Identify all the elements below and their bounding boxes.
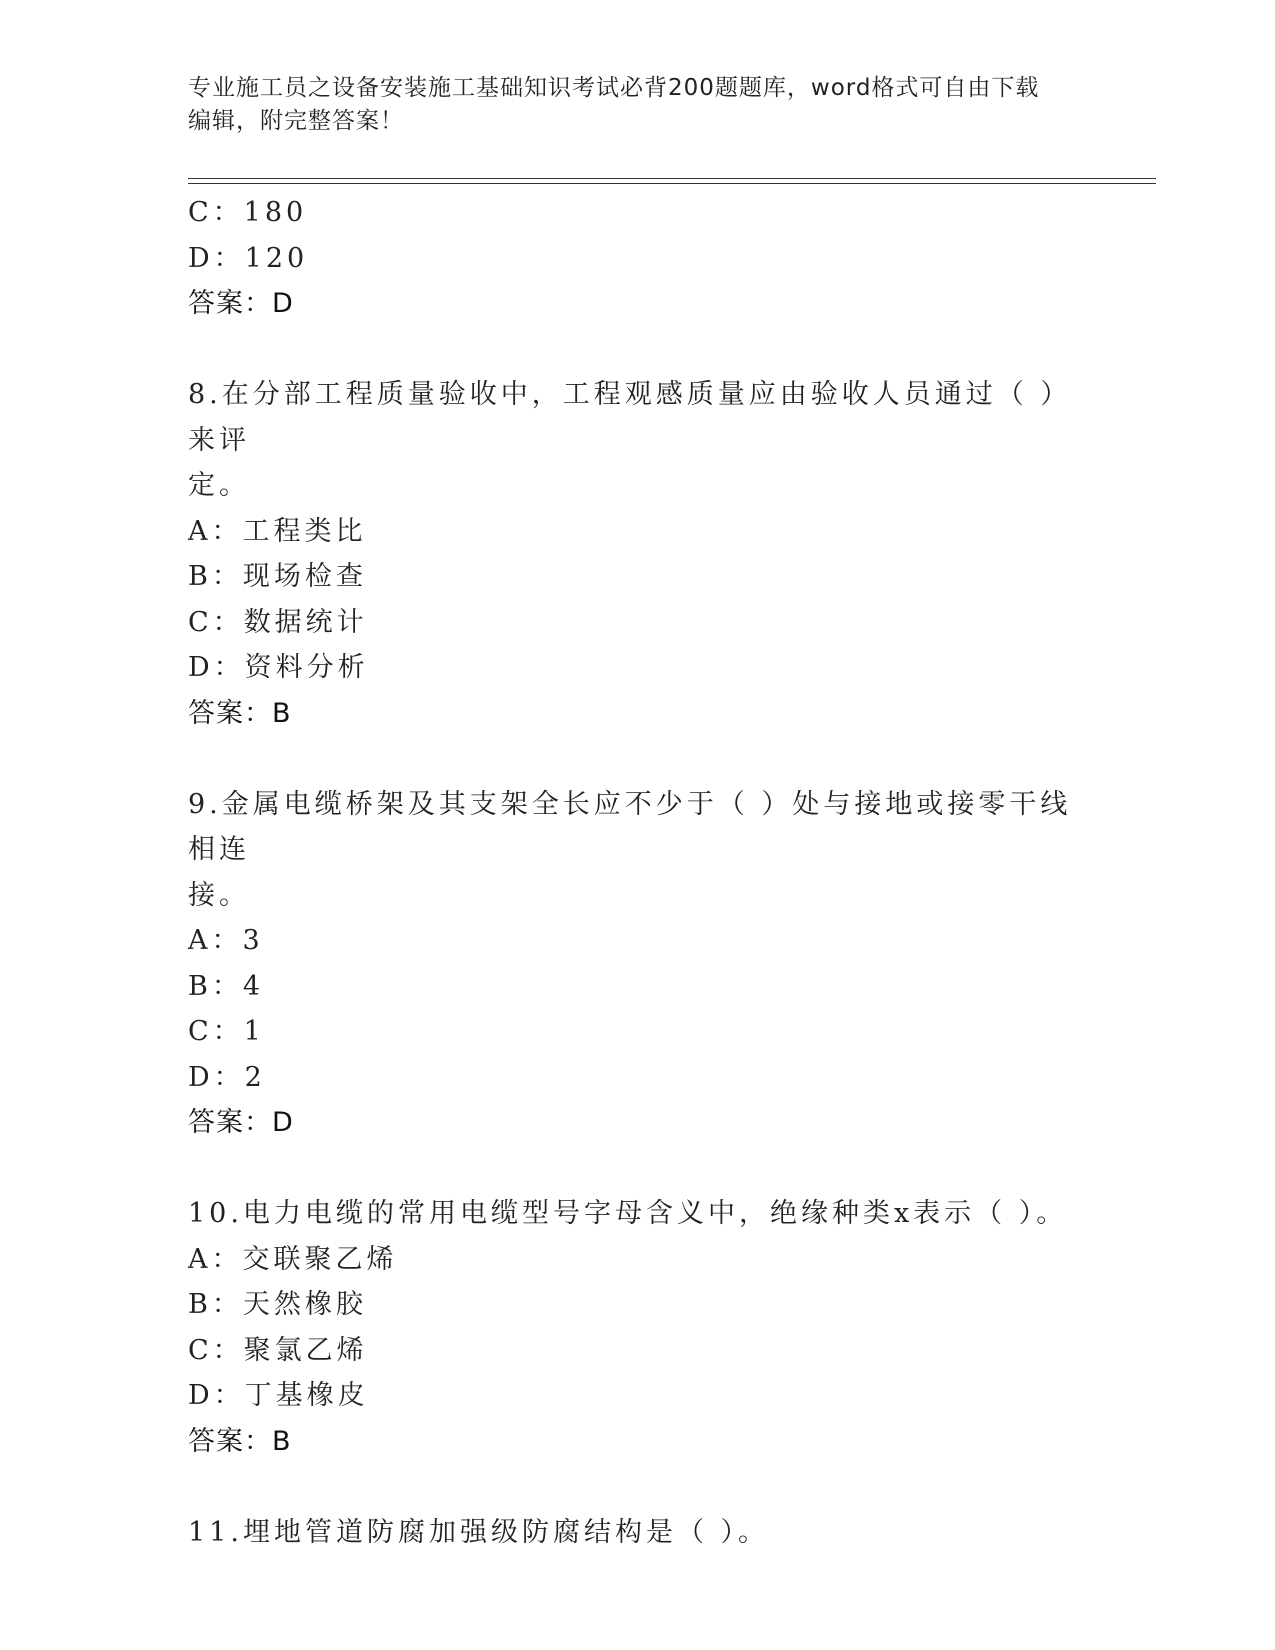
header-title-line-1: 专业施工员之设备安装施工基础知识考试必背200题题库，word格式可自由下载: [188, 75, 1040, 101]
spacer: [188, 1146, 1088, 1192]
question-10: [188, 1191, 1088, 1464]
option-c: C：数据统计: [188, 606, 368, 638]
option-a: A：交联聚乙烯: [188, 1243, 398, 1275]
question-text-line-2: 接。: [188, 879, 250, 911]
option-b: B：4: [188, 970, 265, 1002]
option-b: B：天然橡胶: [188, 1289, 367, 1320]
option-a: A：3: [188, 925, 264, 956]
question-text-line-1: 10.电力电缆的常用电缆型号字母含义中，绝缘种类x表示（ ）。: [188, 1198, 1068, 1229]
question-text-line-1: 8.在分部工程质量验收中，工程观感质量应由验收人员通过（ ）来评: [188, 379, 1072, 456]
spacer: [188, 1464, 1088, 1510]
spacer: [188, 736, 1088, 782]
answer-line: 答案：D: [188, 1107, 294, 1138]
option-d: D：丁基橡皮: [188, 1380, 369, 1411]
option-d: D：120: [188, 242, 309, 274]
spacer: [188, 327, 1088, 373]
option-d: D：资料分析: [188, 652, 369, 683]
document-body: [188, 190, 1088, 1555]
document-header: [188, 72, 1088, 138]
question-11: [188, 1510, 1088, 1556]
header-divider-top: [188, 178, 1156, 179]
header-title-line-2: 编辑，附完整答案！: [188, 108, 404, 134]
question-text-line-1: 9.金属电缆桥架及其支架全长应不少于（ ）处与接地或接零干线相连: [188, 788, 1072, 865]
question-8: [188, 372, 1088, 736]
option-c: C：180: [188, 197, 308, 228]
option-c: C：聚氯乙烯: [188, 1334, 368, 1366]
option-b: B：现场检查: [188, 561, 367, 592]
header-divider-bottom: [188, 183, 1156, 184]
question-7-tail: [188, 190, 1088, 327]
answer-line: 答案：D: [188, 288, 294, 319]
answer-line: 答案：B: [188, 1425, 292, 1457]
question-9: [188, 782, 1088, 1146]
option-c: C：1: [188, 1016, 265, 1047]
answer-line: 答案：B: [188, 697, 292, 729]
option-d: D：2: [188, 1061, 266, 1093]
question-text-line-2: 定。: [188, 470, 250, 501]
option-a: A：工程类比: [188, 515, 367, 547]
question-text-line-1: 11.埋地管道防腐加强级防腐结构是（ ）。: [188, 1516, 770, 1548]
